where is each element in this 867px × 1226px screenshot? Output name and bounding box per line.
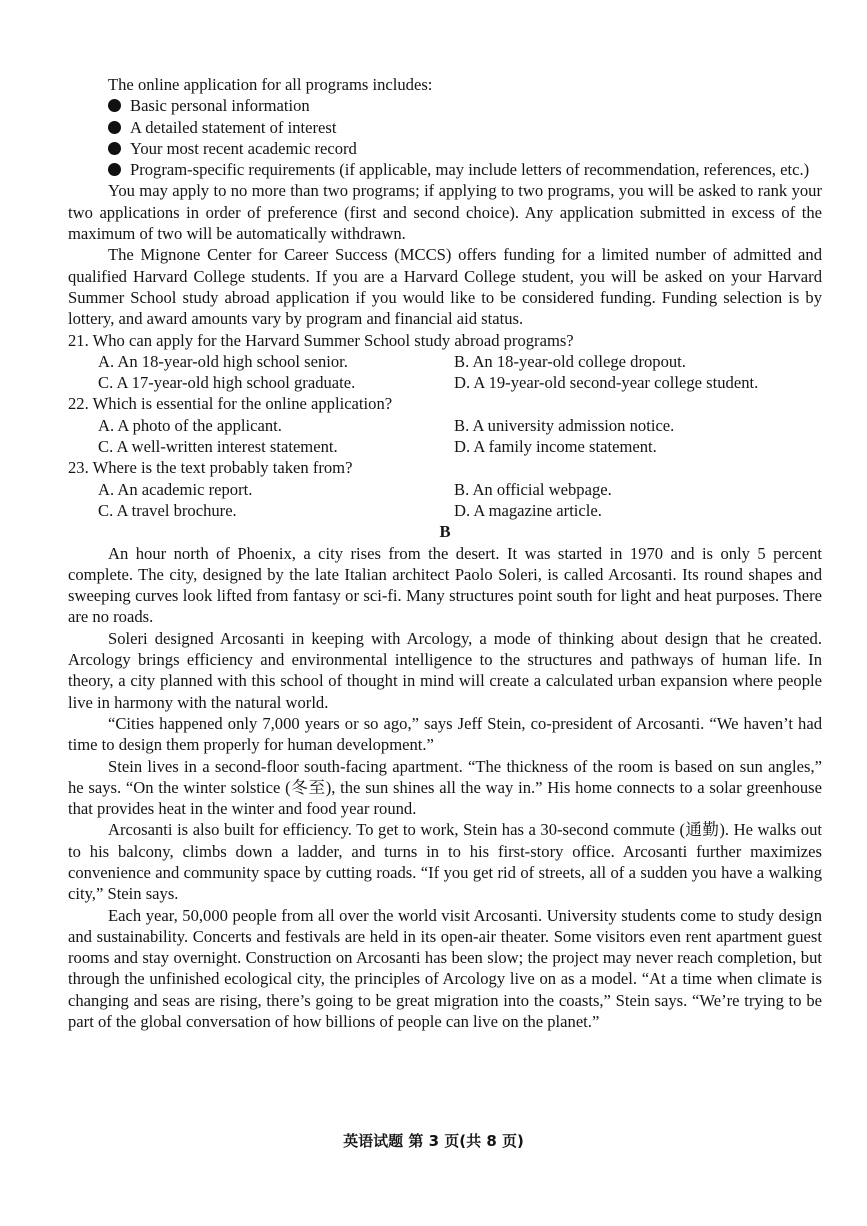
bullet-icon: [108, 163, 121, 176]
option-a: A. An academic report.: [98, 479, 253, 499]
question-stem: 22. Which is essential for the online application?: [68, 394, 393, 414]
passage-paragraph: Arcosanti is also built for efficiency. To get to work, Stein has a 30-second commute (通勤). He walks out to his balcony, climbs down a ladder, and turns in to his first-story office. Arcosanti further maximizes convenience and community space by cutting roads. “If you get rid of streets, all of a sudden you have a walking city,” Stein says.: [68, 820, 822, 904]
bullet-icon: [108, 121, 121, 134]
question-stem: 21. Who can apply for the Harvard Summer School study abroad programs?: [68, 330, 574, 350]
option-c: C. A travel brochure.: [98, 500, 237, 520]
options: [68, 351, 822, 394]
question-23: [68, 457, 822, 521]
question-stem: 23. Where is the text probably taken from?: [68, 458, 353, 478]
option-d: D. A magazine article.: [454, 500, 602, 520]
question-21: [68, 330, 822, 394]
bullet-item: Basic personal information: [68, 95, 822, 116]
option-a: A. A photo of the applicant.: [98, 415, 282, 435]
paragraph-apply: You may apply to no more than two programs; if applying to two programs, you will be asked to rank your two applications in order of preference (first and second choice). Any application submitted in excess of the maximum of two will be automatically withdrawn.: [68, 181, 822, 244]
question-22: [68, 393, 822, 457]
page-footer: 英语试题 第 3 页(共 8 页): [343, 1132, 524, 1150]
option-b: B. An official webpage.: [454, 479, 612, 499]
options: [68, 415, 822, 458]
passage-paragraph: Soleri designed Arcosanti in keeping with Arcology, a mode of thinking about design that he created. Arcology brings efficiency and environmental intelligence to the structures and pathways of human life. In theory, a city planned with this school of thought in mind will create a calculated urban expansion where people live in harmony with the natural world.: [68, 628, 822, 712]
option-c: C. A 17-year-old high school graduate.: [98, 373, 356, 393]
intro-line: The online application for all programs includes:: [108, 75, 433, 94]
options: [68, 479, 822, 522]
option-d: D. A family income statement.: [454, 437, 657, 457]
option-b: B. A university admission notice.: [454, 415, 675, 435]
passage-paragraph: Each year, 50,000 people from all over the world visit Arcosanti. University students come to study design and sustainability. Concerts and festivals are held in its open-air theater. Some visitors even rent apartment guest rooms and stay overnight. Construction on Arcosanti has been slow; the project may never reach completion, but through the unfinished ecological city, the principles of Arcology live on as a model. “At a time when climate is changing and seas are rising, there’s going to be great migration into the coasts,” Stein says. “We’re trying to be part of the global conversation of how billions of people can live on the planet.”: [68, 905, 822, 1032]
option-b: B. An 18-year-old college dropout.: [454, 351, 686, 371]
option-c: C. A well-written interest statement.: [98, 437, 338, 457]
bullet-item: A detailed statement of interest: [68, 117, 822, 138]
bullet-icon: [108, 142, 121, 155]
option-a: A. An 18-year-old high school senior.: [98, 351, 348, 371]
exam-page: [68, 74, 822, 1032]
bullet-icon: [108, 99, 121, 112]
passage-paragraph: An hour north of Phoenix, a city rises from the desert. It was started in 1970 and is only 5 percent complete. The city, designed by the late Italian architect Paolo Soleri, is called Arcosanti. Its round shapes and sweeping curves look lifted from fantasy or sci-fi. Many structures point south for light and heat purposes. There are no roads.: [68, 543, 822, 627]
section-heading-b: B: [439, 522, 451, 542]
bullet-item-wrapped: Program-specific requirements (if applicable, may include letters of recommendation, references, etc.): [68, 159, 822, 180]
passage-paragraph: “Cities happened only 7,000 years or so ago,” says Jeff Stein, co-president of Arcosanti. “We haven’t had time to design them properly for human development.”: [68, 713, 822, 755]
bullet-item: Your most recent academic record: [68, 138, 822, 159]
option-d: D. A 19-year-old second-year college student.: [454, 373, 759, 393]
passage-paragraph: Stein lives in a second-floor south-facing apartment. “The thickness of the room is based on sun angles,” he says. “On the winter solstice (冬至), the sun shines all the way in.” His home connects to a solar greenhouse that provides heat in the winter and food year round.: [68, 756, 822, 819]
paragraph-funding: The Mignone Center for Career Success (MCCS) offers funding for a limited number of admitted and qualified Harvard College students. If you are a Harvard College student, you will be asked on your Harvard Summer School study abroad application if you would like to be considered funding. Funding selection is by lottery, and award amounts vary by program and financial aid status.: [68, 245, 822, 329]
